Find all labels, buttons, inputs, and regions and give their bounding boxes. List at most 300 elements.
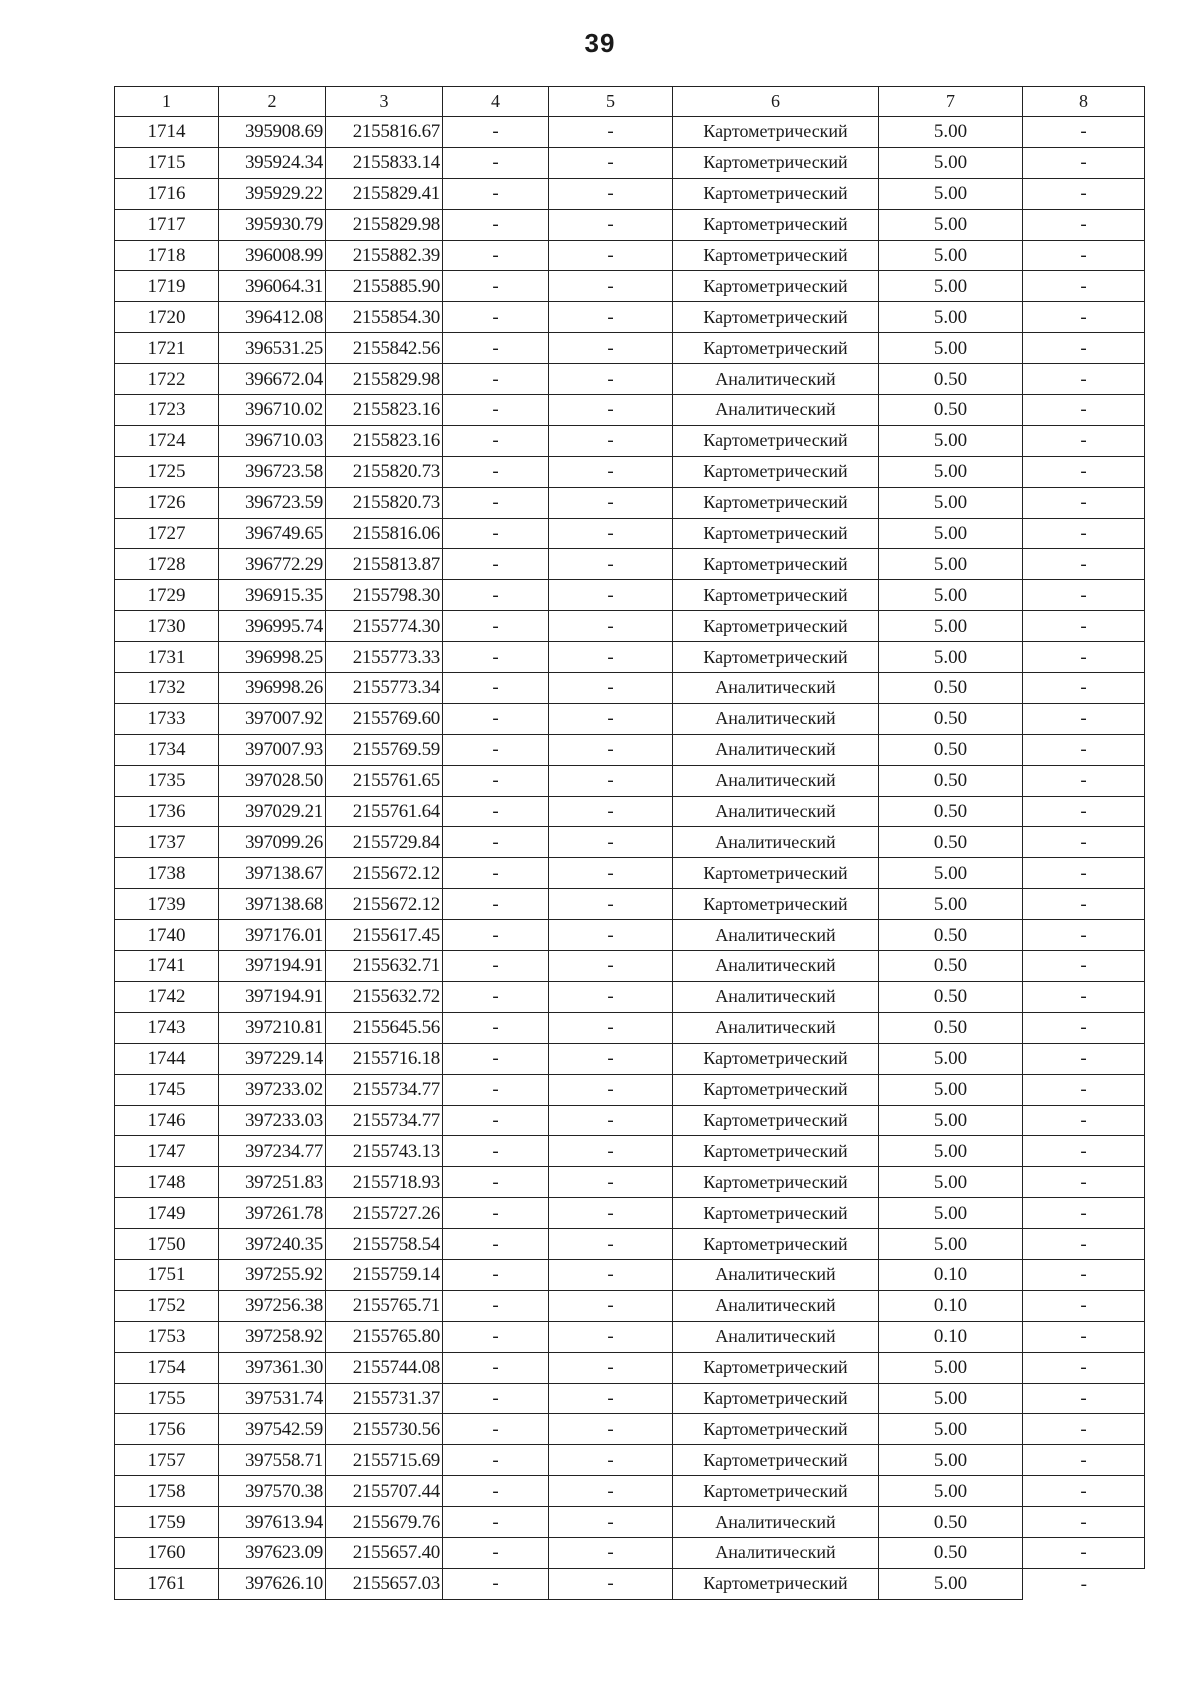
column-5-cell: - <box>549 178 673 209</box>
accuracy-cell: 5.00 <box>879 147 1023 178</box>
point-number-cell: 1740 <box>115 920 219 951</box>
column-4-cell: - <box>443 456 549 487</box>
y-coordinate-cell: 2155854.30 <box>326 302 443 333</box>
column-8-cell: - <box>1023 951 1145 982</box>
table-row <box>115 858 1145 889</box>
y-coordinate-cell: 2155617.45 <box>326 920 443 951</box>
accuracy-cell: 5.00 <box>879 425 1023 456</box>
table-row <box>115 734 1145 765</box>
column-8-cell: - <box>1023 1043 1145 1074</box>
column-8-cell: - <box>1023 302 1145 333</box>
column-4-cell: - <box>443 703 549 734</box>
x-coordinate-cell: 397261.78 <box>219 1198 326 1229</box>
column-8-cell: - <box>1023 240 1145 271</box>
column-4-cell: - <box>443 1136 549 1167</box>
method-cell: Картометрический <box>673 1414 879 1445</box>
x-coordinate-cell: 396672.04 <box>219 364 326 395</box>
method-cell: Картометрический <box>673 209 879 240</box>
x-coordinate-cell: 397234.77 <box>219 1136 326 1167</box>
column-5-cell: - <box>549 1445 673 1476</box>
column-5-cell: - <box>549 1383 673 1414</box>
y-coordinate-cell: 2155672.12 <box>326 889 443 920</box>
x-coordinate-cell: 395924.34 <box>219 147 326 178</box>
x-coordinate-cell: 397233.03 <box>219 1105 326 1136</box>
table-row <box>115 302 1145 333</box>
accuracy-cell: 0.10 <box>879 1290 1023 1321</box>
column-5-cell: - <box>549 333 673 364</box>
x-coordinate-cell: 397229.14 <box>219 1043 326 1074</box>
accuracy-cell: 5.00 <box>879 1229 1023 1260</box>
column-4-cell: - <box>443 642 549 673</box>
y-coordinate-cell: 2155823.16 <box>326 395 443 426</box>
column-8-cell: - <box>1023 178 1145 209</box>
accuracy-cell: 0.50 <box>879 796 1023 827</box>
method-cell: Аналитический <box>673 796 879 827</box>
point-number-cell: 1726 <box>115 487 219 518</box>
column-5-cell: - <box>549 1074 673 1105</box>
method-cell: Картометрический <box>673 1043 879 1074</box>
column-4-cell: - <box>443 487 549 518</box>
column-8-cell: - <box>1023 1476 1145 1507</box>
point-number-cell: 1719 <box>115 271 219 302</box>
method-cell: Аналитический <box>673 364 879 395</box>
column-8-cell: - <box>1023 518 1145 549</box>
column-4-cell: - <box>443 1074 549 1105</box>
table-row <box>115 1352 1145 1383</box>
x-coordinate-cell: 397623.09 <box>219 1537 326 1568</box>
accuracy-cell: 0.50 <box>879 1537 1023 1568</box>
table-row <box>115 580 1145 611</box>
table-row <box>115 765 1145 796</box>
y-coordinate-cell: 2155657.03 <box>326 1568 443 1599</box>
y-coordinate-cell: 2155743.13 <box>326 1136 443 1167</box>
point-number-cell: 1728 <box>115 549 219 580</box>
point-number-cell: 1715 <box>115 147 219 178</box>
y-coordinate-cell: 2155715.69 <box>326 1445 443 1476</box>
x-coordinate-cell: 397258.92 <box>219 1321 326 1352</box>
column-8-cell: - <box>1023 1167 1145 1198</box>
x-coordinate-cell: 397194.91 <box>219 981 326 1012</box>
point-number-cell: 1748 <box>115 1167 219 1198</box>
column-5-cell: - <box>549 456 673 487</box>
point-number-cell: 1732 <box>115 673 219 704</box>
accuracy-cell: 5.00 <box>879 642 1023 673</box>
point-number-cell: 1746 <box>115 1105 219 1136</box>
column-8-cell: - <box>1023 456 1145 487</box>
table-row <box>115 1383 1145 1414</box>
accuracy-cell: 0.50 <box>879 673 1023 704</box>
column-header: 7 <box>879 87 1023 117</box>
y-coordinate-cell: 2155823.16 <box>326 425 443 456</box>
y-coordinate-cell: 2155765.71 <box>326 1290 443 1321</box>
method-cell: Аналитический <box>673 920 879 951</box>
column-5-cell: - <box>549 1043 673 1074</box>
column-5-cell: - <box>549 765 673 796</box>
table-row <box>115 703 1145 734</box>
column-8-cell: - <box>1023 1568 1145 1599</box>
column-4-cell: - <box>443 1259 549 1290</box>
column-4-cell: - <box>443 673 549 704</box>
accuracy-cell: 5.00 <box>879 240 1023 271</box>
column-4-cell: - <box>443 1167 549 1198</box>
y-coordinate-cell: 2155759.14 <box>326 1259 443 1290</box>
column-8-cell: - <box>1023 889 1145 920</box>
method-cell: Аналитический <box>673 1537 879 1568</box>
table-header-row <box>115 87 1145 117</box>
method-cell: Картометрический <box>673 302 879 333</box>
column-8-cell: - <box>1023 425 1145 456</box>
table-row <box>115 1321 1145 1352</box>
table-row <box>115 1198 1145 1229</box>
method-cell: Картометрический <box>673 1229 879 1260</box>
y-coordinate-cell: 2155761.65 <box>326 765 443 796</box>
accuracy-cell: 0.50 <box>879 734 1023 765</box>
x-coordinate-cell: 397256.38 <box>219 1290 326 1321</box>
column-5-cell: - <box>549 147 673 178</box>
column-5-cell: - <box>549 1414 673 1445</box>
y-coordinate-cell: 2155761.64 <box>326 796 443 827</box>
point-number-cell: 1753 <box>115 1321 219 1352</box>
point-number-cell: 1738 <box>115 858 219 889</box>
column-header: 6 <box>673 87 879 117</box>
accuracy-cell: 0.10 <box>879 1321 1023 1352</box>
y-coordinate-cell: 2155645.56 <box>326 1012 443 1043</box>
column-5-cell: - <box>549 673 673 704</box>
column-8-cell: - <box>1023 1507 1145 1538</box>
y-coordinate-cell: 2155744.08 <box>326 1352 443 1383</box>
point-number-cell: 1750 <box>115 1229 219 1260</box>
method-cell: Картометрический <box>673 240 879 271</box>
y-coordinate-cell: 2155774.30 <box>326 611 443 642</box>
accuracy-cell: 0.50 <box>879 827 1023 858</box>
accuracy-cell: 0.50 <box>879 364 1023 395</box>
table-row <box>115 1445 1145 1476</box>
column-4-cell: - <box>443 1229 549 1260</box>
method-cell: Картометрический <box>673 1167 879 1198</box>
method-cell: Аналитический <box>673 1012 879 1043</box>
x-coordinate-cell: 396915.35 <box>219 580 326 611</box>
column-8-cell: - <box>1023 117 1145 148</box>
accuracy-cell: 5.00 <box>879 1105 1023 1136</box>
y-coordinate-cell: 2155773.33 <box>326 642 443 673</box>
method-cell: Аналитический <box>673 1321 879 1352</box>
accuracy-cell: 0.50 <box>879 951 1023 982</box>
y-coordinate-cell: 2155769.60 <box>326 703 443 734</box>
column-5-cell: - <box>549 425 673 456</box>
y-coordinate-cell: 2155679.76 <box>326 1507 443 1538</box>
method-cell: Картометрический <box>673 611 879 642</box>
point-number-cell: 1727 <box>115 518 219 549</box>
method-cell: Картометрический <box>673 271 879 302</box>
table-row <box>115 981 1145 1012</box>
y-coordinate-cell: 2155885.90 <box>326 271 443 302</box>
accuracy-cell: 5.00 <box>879 858 1023 889</box>
table-row <box>115 147 1145 178</box>
column-4-cell: - <box>443 209 549 240</box>
point-number-cell: 1718 <box>115 240 219 271</box>
x-coordinate-cell: 395929.22 <box>219 178 326 209</box>
x-coordinate-cell: 396412.08 <box>219 302 326 333</box>
accuracy-cell: 5.00 <box>879 1167 1023 1198</box>
method-cell: Картометрический <box>673 1074 879 1105</box>
column-8-cell: - <box>1023 1352 1145 1383</box>
table-row <box>115 271 1145 302</box>
accuracy-cell: 5.00 <box>879 889 1023 920</box>
column-5-cell: - <box>549 1321 673 1352</box>
column-5-cell: - <box>549 487 673 518</box>
method-cell: Картометрический <box>673 333 879 364</box>
column-4-cell: - <box>443 889 549 920</box>
column-8-cell: - <box>1023 642 1145 673</box>
method-cell: Картометрический <box>673 1105 879 1136</box>
method-cell: Аналитический <box>673 703 879 734</box>
method-cell: Картометрический <box>673 487 879 518</box>
point-number-cell: 1754 <box>115 1352 219 1383</box>
column-8-cell: - <box>1023 1383 1145 1414</box>
accuracy-cell: 5.00 <box>879 549 1023 580</box>
point-number-cell: 1759 <box>115 1507 219 1538</box>
x-coordinate-cell: 397007.92 <box>219 703 326 734</box>
column-4-cell: - <box>443 920 549 951</box>
column-8-cell: - <box>1023 271 1145 302</box>
table-row <box>115 889 1145 920</box>
y-coordinate-cell: 2155734.77 <box>326 1074 443 1105</box>
point-number-cell: 1761 <box>115 1568 219 1599</box>
method-cell: Картометрический <box>673 117 879 148</box>
column-8-cell: - <box>1023 209 1145 240</box>
y-coordinate-cell: 2155729.84 <box>326 827 443 858</box>
table-row <box>115 395 1145 426</box>
point-number-cell: 1741 <box>115 951 219 982</box>
y-coordinate-cell: 2155734.77 <box>326 1105 443 1136</box>
accuracy-cell: 5.00 <box>879 178 1023 209</box>
column-4-cell: - <box>443 951 549 982</box>
column-5-cell: - <box>549 796 673 827</box>
table-row <box>115 209 1145 240</box>
x-coordinate-cell: 396723.58 <box>219 456 326 487</box>
y-coordinate-cell: 2155765.80 <box>326 1321 443 1352</box>
point-number-cell: 1758 <box>115 1476 219 1507</box>
point-number-cell: 1716 <box>115 178 219 209</box>
method-cell: Картометрический <box>673 1476 879 1507</box>
point-number-cell: 1757 <box>115 1445 219 1476</box>
column-8-cell: - <box>1023 1105 1145 1136</box>
table-row <box>115 1167 1145 1198</box>
x-coordinate-cell: 397570.38 <box>219 1476 326 1507</box>
column-4-cell: - <box>443 580 549 611</box>
column-header: 3 <box>326 87 443 117</box>
column-header: 1 <box>115 87 219 117</box>
accuracy-cell: 5.00 <box>879 117 1023 148</box>
x-coordinate-cell: 396710.02 <box>219 395 326 426</box>
column-5-cell: - <box>549 858 673 889</box>
table-row <box>115 1537 1145 1568</box>
column-8-cell: - <box>1023 333 1145 364</box>
accuracy-cell: 5.00 <box>879 1568 1023 1599</box>
column-5-cell: - <box>549 827 673 858</box>
column-5-cell: - <box>549 734 673 765</box>
accuracy-cell: 5.00 <box>879 1043 1023 1074</box>
column-8-cell: - <box>1023 1198 1145 1229</box>
column-header: 8 <box>1023 87 1145 117</box>
column-4-cell: - <box>443 425 549 456</box>
column-header: 4 <box>443 87 549 117</box>
accuracy-cell: 0.50 <box>879 981 1023 1012</box>
page-number: 39 <box>584 28 616 58</box>
point-number-cell: 1729 <box>115 580 219 611</box>
column-header: 2 <box>219 87 326 117</box>
accuracy-cell: 5.00 <box>879 580 1023 611</box>
method-cell: Картометрический <box>673 178 879 209</box>
method-cell: Картометрический <box>673 1568 879 1599</box>
table-row <box>115 1290 1145 1321</box>
column-4-cell: - <box>443 1445 549 1476</box>
point-number-cell: 1752 <box>115 1290 219 1321</box>
accuracy-cell: 5.00 <box>879 456 1023 487</box>
point-number-cell: 1725 <box>115 456 219 487</box>
point-number-cell: 1742 <box>115 981 219 1012</box>
x-coordinate-cell: 397138.68 <box>219 889 326 920</box>
column-8-cell: - <box>1023 981 1145 1012</box>
point-number-cell: 1730 <box>115 611 219 642</box>
table-row <box>115 456 1145 487</box>
y-coordinate-cell: 2155718.93 <box>326 1167 443 1198</box>
column-8-cell: - <box>1023 765 1145 796</box>
point-number-cell: 1724 <box>115 425 219 456</box>
method-cell: Картометрический <box>673 425 879 456</box>
point-number-cell: 1737 <box>115 827 219 858</box>
table-row <box>115 796 1145 827</box>
method-cell: Картометрический <box>673 580 879 611</box>
point-number-cell: 1745 <box>115 1074 219 1105</box>
column-4-cell: - <box>443 1043 549 1074</box>
column-4-cell: - <box>443 611 549 642</box>
column-5-cell: - <box>549 240 673 271</box>
y-coordinate-cell: 2155632.71 <box>326 951 443 982</box>
table-row <box>115 1414 1145 1445</box>
point-number-cell: 1736 <box>115 796 219 827</box>
y-coordinate-cell: 2155769.59 <box>326 734 443 765</box>
column-8-cell: - <box>1023 1537 1145 1568</box>
table-row <box>115 827 1145 858</box>
column-4-cell: - <box>443 827 549 858</box>
column-8-cell: - <box>1023 487 1145 518</box>
method-cell: Аналитический <box>673 1259 879 1290</box>
y-coordinate-cell: 2155773.34 <box>326 673 443 704</box>
y-coordinate-cell: 2155657.40 <box>326 1537 443 1568</box>
method-cell: Аналитический <box>673 1290 879 1321</box>
x-coordinate-cell: 395908.69 <box>219 117 326 148</box>
y-coordinate-cell: 2155798.30 <box>326 580 443 611</box>
column-5-cell: - <box>549 1136 673 1167</box>
column-8-cell: - <box>1023 1414 1145 1445</box>
column-5-cell: - <box>549 518 673 549</box>
column-5-cell: - <box>549 549 673 580</box>
column-4-cell: - <box>443 734 549 765</box>
accuracy-cell: 5.00 <box>879 209 1023 240</box>
column-5-cell: - <box>549 117 673 148</box>
table-row <box>115 1507 1145 1538</box>
y-coordinate-cell: 2155758.54 <box>326 1229 443 1260</box>
method-cell: Картометрический <box>673 1383 879 1414</box>
y-coordinate-cell: 2155813.87 <box>326 549 443 580</box>
column-4-cell: - <box>443 981 549 1012</box>
column-4-cell: - <box>443 549 549 580</box>
y-coordinate-cell: 2155882.39 <box>326 240 443 271</box>
y-coordinate-cell: 2155730.56 <box>326 1414 443 1445</box>
column-8-cell: - <box>1023 395 1145 426</box>
coordinates-table <box>114 86 1145 1600</box>
column-4-cell: - <box>443 364 549 395</box>
accuracy-cell: 5.00 <box>879 611 1023 642</box>
column-4-cell: - <box>443 1414 549 1445</box>
point-number-cell: 1739 <box>115 889 219 920</box>
point-number-cell: 1749 <box>115 1198 219 1229</box>
column-5-cell: - <box>549 1568 673 1599</box>
y-coordinate-cell: 2155820.73 <box>326 487 443 518</box>
y-coordinate-cell: 2155632.72 <box>326 981 443 1012</box>
column-5-cell: - <box>549 580 673 611</box>
point-number-cell: 1735 <box>115 765 219 796</box>
column-header: 5 <box>549 87 673 117</box>
table-row <box>115 611 1145 642</box>
y-coordinate-cell: 2155829.41 <box>326 178 443 209</box>
column-5-cell: - <box>549 1476 673 1507</box>
x-coordinate-cell: 396723.59 <box>219 487 326 518</box>
column-4-cell: - <box>443 178 549 209</box>
column-5-cell: - <box>549 1229 673 1260</box>
x-coordinate-cell: 397240.35 <box>219 1229 326 1260</box>
column-5-cell: - <box>549 1198 673 1229</box>
table-row <box>115 1074 1145 1105</box>
point-number-cell: 1734 <box>115 734 219 765</box>
column-8-cell: - <box>1023 1445 1145 1476</box>
table-row <box>115 178 1145 209</box>
x-coordinate-cell: 397138.67 <box>219 858 326 889</box>
column-8-cell: - <box>1023 1229 1145 1260</box>
point-number-cell: 1733 <box>115 703 219 734</box>
column-4-cell: - <box>443 240 549 271</box>
column-8-cell: - <box>1023 796 1145 827</box>
column-8-cell: - <box>1023 734 1145 765</box>
column-8-cell: - <box>1023 673 1145 704</box>
y-coordinate-cell: 2155672.12 <box>326 858 443 889</box>
column-5-cell: - <box>549 1537 673 1568</box>
accuracy-cell: 5.00 <box>879 1198 1023 1229</box>
method-cell: Аналитический <box>673 395 879 426</box>
x-coordinate-cell: 397251.83 <box>219 1167 326 1198</box>
method-cell: Аналитический <box>673 734 879 765</box>
accuracy-cell: 5.00 <box>879 1074 1023 1105</box>
x-coordinate-cell: 397194.91 <box>219 951 326 982</box>
point-number-cell: 1744 <box>115 1043 219 1074</box>
accuracy-cell: 5.00 <box>879 487 1023 518</box>
column-8-cell: - <box>1023 1012 1145 1043</box>
table-row <box>115 487 1145 518</box>
column-4-cell: - <box>443 147 549 178</box>
table-row <box>115 1568 1145 1599</box>
method-cell: Аналитический <box>673 765 879 796</box>
column-4-cell: - <box>443 271 549 302</box>
method-cell: Картометрический <box>673 456 879 487</box>
table-row <box>115 364 1145 395</box>
column-8-cell: - <box>1023 1290 1145 1321</box>
x-coordinate-cell: 397613.94 <box>219 1507 326 1538</box>
accuracy-cell: 5.00 <box>879 302 1023 333</box>
method-cell: Картометрический <box>673 518 879 549</box>
point-number-cell: 1743 <box>115 1012 219 1043</box>
x-coordinate-cell: 396531.25 <box>219 333 326 364</box>
